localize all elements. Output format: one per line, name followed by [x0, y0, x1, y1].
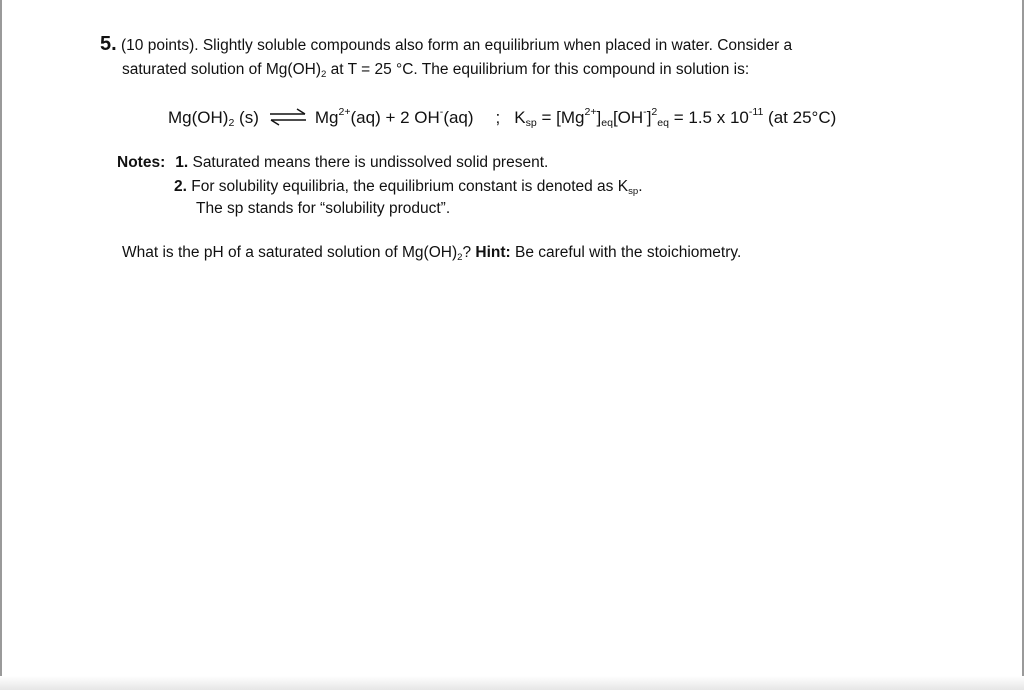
- ksp-expr-sup2: -: [643, 106, 647, 119]
- ksp-condition: (at 25°C): [763, 108, 837, 127]
- ksp-expr-sup1: 2+: [584, 106, 597, 119]
- question-number: 5.: [100, 33, 117, 55]
- ksp-label: K: [514, 108, 526, 127]
- question-intro-line2: [122, 60, 749, 80]
- product-mg: Mg: [314, 108, 339, 127]
- note-1-number: 1.: [175, 154, 189, 171]
- note-2: [174, 177, 643, 197]
- intro-text-b: at T = 25 °C. The equilibrium for this compound in solution is:: [326, 61, 750, 78]
- prompt-text-a: What is the pH of a saturated solution of Mg(OH): [122, 244, 458, 261]
- product-oh-charge: -: [439, 106, 444, 119]
- reactant-sub: 2: [228, 117, 235, 130]
- equilibrium-equation: [168, 108, 836, 128]
- hint-label: Hint:: [475, 244, 511, 261]
- note-2-sub: sp: [628, 185, 639, 197]
- ksp-expr-b: ]: [596, 108, 602, 127]
- question-prompt: [122, 243, 741, 263]
- equation-separator: ;: [495, 108, 501, 127]
- ksp-expr-sub1: eq: [601, 117, 613, 130]
- intro-sub: 2: [321, 68, 327, 80]
- note-1: [117, 153, 548, 173]
- intro-text-a: saturated solution of Mg(OH): [122, 61, 322, 78]
- note-2-text: For solubility equilibria, the equilibrium constant is denoted as K: [186, 178, 629, 195]
- reactant-state: (s): [234, 108, 259, 127]
- notes-label: Notes:: [117, 154, 166, 171]
- ksp-expr-sub2: eq: [657, 117, 669, 130]
- note-2-number: 2.: [174, 178, 187, 195]
- prompt-text-b: ?: [462, 244, 476, 261]
- prompt-sub: 2: [457, 251, 463, 263]
- page-border-left: [0, 0, 2, 690]
- note-1-text: Saturated means there is undissolved solid present.: [188, 154, 549, 171]
- product-text: (aq) + 2 OH: [350, 108, 440, 127]
- product-mg-charge: 2+: [338, 106, 351, 119]
- ksp-label-sub: sp: [525, 117, 537, 130]
- hint-text: Be careful with the stoichiometry.: [510, 244, 742, 261]
- page-bottom-edge: [0, 676, 1024, 690]
- ksp-exponent: -11: [748, 106, 764, 119]
- note-2-end: .: [638, 178, 643, 195]
- question-intro-line1: [100, 34, 792, 56]
- ksp-expr-c: [OH: [612, 108, 644, 127]
- ksp-expr-a: = [Mg: [536, 108, 585, 127]
- ksp-expr-sup3: 2: [651, 106, 658, 119]
- product-oh-state: (aq): [443, 108, 474, 127]
- question-intro-text: (10 points). Slightly soluble compounds also form an equilibrium when placed in water. Consider a: [121, 37, 793, 54]
- ksp-expr-d: ]: [646, 108, 652, 127]
- note-2-line2: The sp stands for “solubility product”.: [196, 200, 451, 217]
- equilibrium-arrow-icon: [267, 108, 309, 126]
- ksp-value: = 1.5 x 10: [669, 108, 749, 127]
- reactant: Mg(OH): [168, 108, 229, 127]
